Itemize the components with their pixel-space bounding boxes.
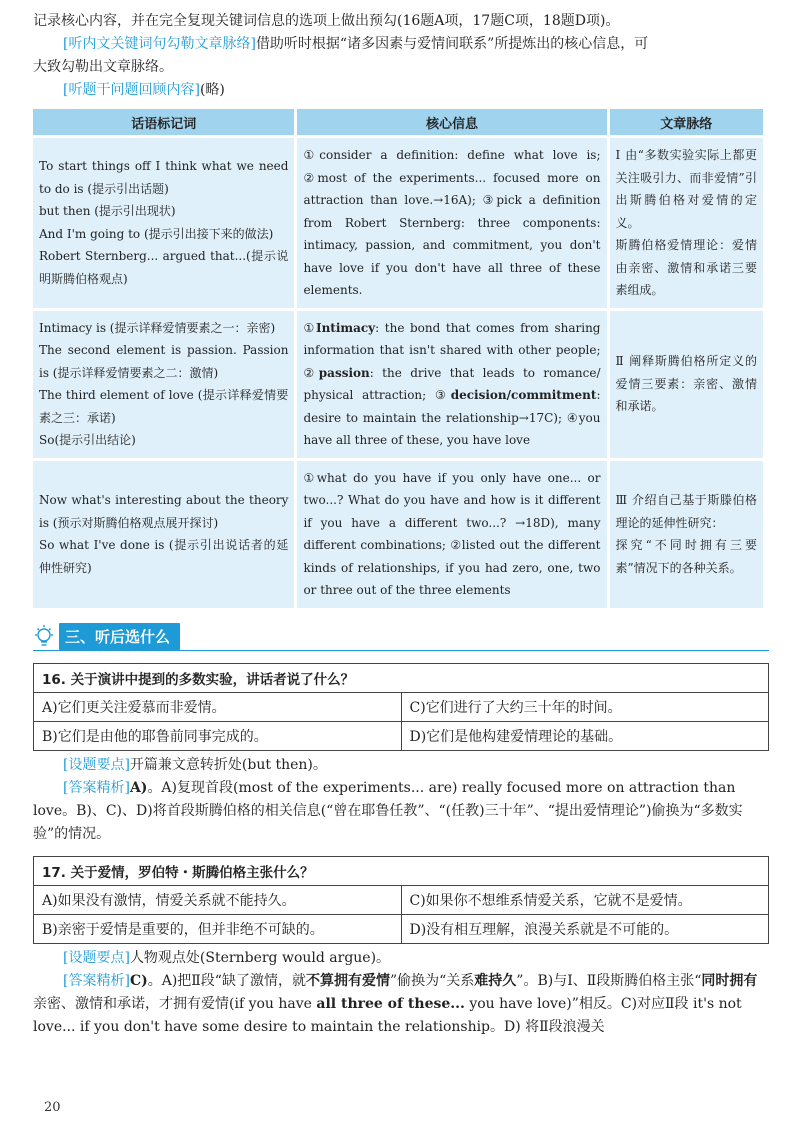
notes-table xyxy=(30,106,766,611)
q16-point: [设题要点]开篇兼文意转折处(but then)。 xyxy=(63,756,327,773)
q17-answer-letter: C) xyxy=(129,972,148,989)
header-markers: 话语标记词 xyxy=(33,109,294,135)
q17-option-b: B)亲密于爱情是重要的，但并非绝不可缺的。 xyxy=(34,914,402,943)
listen-keyword-tag: [听内文关键词句勾勒文章脉络] xyxy=(63,36,256,52)
intro-line-2-cont: 大致勾勒出文章脉络。 xyxy=(33,59,173,75)
section-heading xyxy=(33,621,769,653)
section-title: 三、听后选什么 xyxy=(59,623,180,650)
q17-answer-tag: [答案精析] xyxy=(63,972,130,989)
header-core-info: 核心信息 xyxy=(297,109,606,135)
review-tag: [听题干问题回顾内容] xyxy=(63,82,200,98)
q16-option-c: C)它们进行了大约三十年的时间。 xyxy=(401,692,769,721)
structure-cell: Ⅰ 由“多数实验实际上都更关注吸引力、而非爱情”引出斯腾伯格对爱情的定义。 斯腾伯格爱情理论：爱情由亲密、激情和承诺三要素组成。 xyxy=(610,138,764,308)
question-16-table xyxy=(33,663,769,751)
page xyxy=(33,10,769,1039)
markers-cell: To start things off I think what we need to do is (提示引出话题) but then (提示引出现状) And I'm going to (提示引出接下来的做法) Robert Sternberg... argued that...(提示说明斯腾伯格观点) xyxy=(33,138,294,308)
question-17-stem: 17. 关于爱情，罗伯特・斯腾伯格主张什么？ xyxy=(34,856,769,885)
q17-option-c: C)如果你不想维系情爱关系，它就不是爱情。 xyxy=(401,885,769,914)
q17-answer: [答案精析]C)。A)把Ⅱ段“缺了激情，就不算拥有爱情”偷换为“关系难持久”。B)与Ⅰ、Ⅱ段斯腾伯格主张“同时拥有亲密、激情和承诺，才拥有爱情(if you have all three of these... you have love)”相反。C)对应Ⅱ段 it's not love... if you don't have some desire to maintain the relationship。D) 将Ⅱ段浪漫关 xyxy=(33,972,758,1035)
header-structure: 文章脉络 xyxy=(610,109,764,135)
table-row xyxy=(33,311,763,458)
structure-cell: Ⅲ 介绍自己基于斯滕伯格理论的延伸性研究： 探究“不同时拥有三要素”情况下的各种关系。 xyxy=(610,461,764,608)
q16-option-d: D)它们是他构建爱情理论的基础。 xyxy=(401,721,769,750)
core-info-cell: ①Intimacy: the bond that comes from sharing information that isn't shared with other people; ②passion: the drive that leads to romance/ physical attraction; ③decision/commitment: desire to maintain the relationship→17C); ④you have all three of these, you have love xyxy=(297,311,606,458)
core-info-cell: ①consider a definition: define what love is; ②most of the experiments... focused more on attraction than love.→16A); ③pick a definition from Robert Sternberg: three components: intimacy, passion, and commitment, you don't have love if you don't have all three of these elements. xyxy=(297,138,606,308)
q17-option-d: D)没有相互理解，浪漫关系就是不可能的。 xyxy=(401,914,769,943)
question-17-table xyxy=(33,856,769,944)
lightbulb-icon xyxy=(33,624,55,650)
structure-cell: Ⅱ 阐释斯腾伯格所定义的爱情三要素：亲密、激情和承诺。 xyxy=(610,311,764,458)
intro-line-3: [听题干问题回顾内容](略) xyxy=(63,82,225,98)
page-number: 20 xyxy=(44,1100,61,1115)
q16-answer: [答案精析]A)。A)复现首段(most of the experiments... are) really focused more on attraction than love。B)、C)、D)将首段斯腾伯格的相关信息(“曾在耶鲁任教”、“(任教)三十年”、“提出爱情理论”)偷换为“多数实验”的情况。 xyxy=(33,779,743,842)
q17-option-a: A)如果没有激情，情爱关系就不能持久。 xyxy=(34,885,402,914)
q16-answer-tag: [答案精析] xyxy=(63,779,130,796)
intro-line-2: [听内文关键词句勾勒文章脉络]借助听时根据“诸多因素与爱情间联系”所提炼出的核心信息，可 xyxy=(63,36,649,52)
q17-point: [设题要点]人物观点处(Sternberg would argue)。 xyxy=(63,949,391,966)
q16-option-b: B)它们是由他的耶鲁前同事完成的。 xyxy=(34,721,402,750)
table-row xyxy=(33,461,763,608)
q16-point-tag: [设题要点] xyxy=(63,756,130,773)
markers-cell: Intimacy is (提示详释爱情要素之一：亲密) The second element is passion. Passion is (提示详释爱情要素之二：激情) The third element of love (提示详释爱情要素之三：承诺) So(提示引出结论) xyxy=(33,311,294,458)
question-16-stem: 16. 关于演讲中提到的多数实验，讲话者说了什么？ xyxy=(34,663,769,692)
q17-point-tag: [设题要点] xyxy=(63,949,130,966)
core-info-cell: ①what do you have if you only have one... or two...? What do you have and how is it different if you have a different two...? →18D), many different combinations; ②listed out the different kinds of relationships, if you had zero, one, two or three out of the three elements xyxy=(297,461,606,608)
markers-cell: Now what's interesting about the theory is (预示对斯腾伯格观点展开探讨) So what I've done is (提示引出说话者的延伸性研究) xyxy=(33,461,294,608)
q16-option-a: A)它们更关注爱慕而非爱情。 xyxy=(34,692,402,721)
table-row xyxy=(33,138,763,308)
q16-answer-letter: A) xyxy=(129,779,148,796)
intro-line-1: 记录核心内容，并在完全复现关键词信息的选项上做出预勾(16题A项，17题C项，18题D项)。 xyxy=(33,13,620,29)
